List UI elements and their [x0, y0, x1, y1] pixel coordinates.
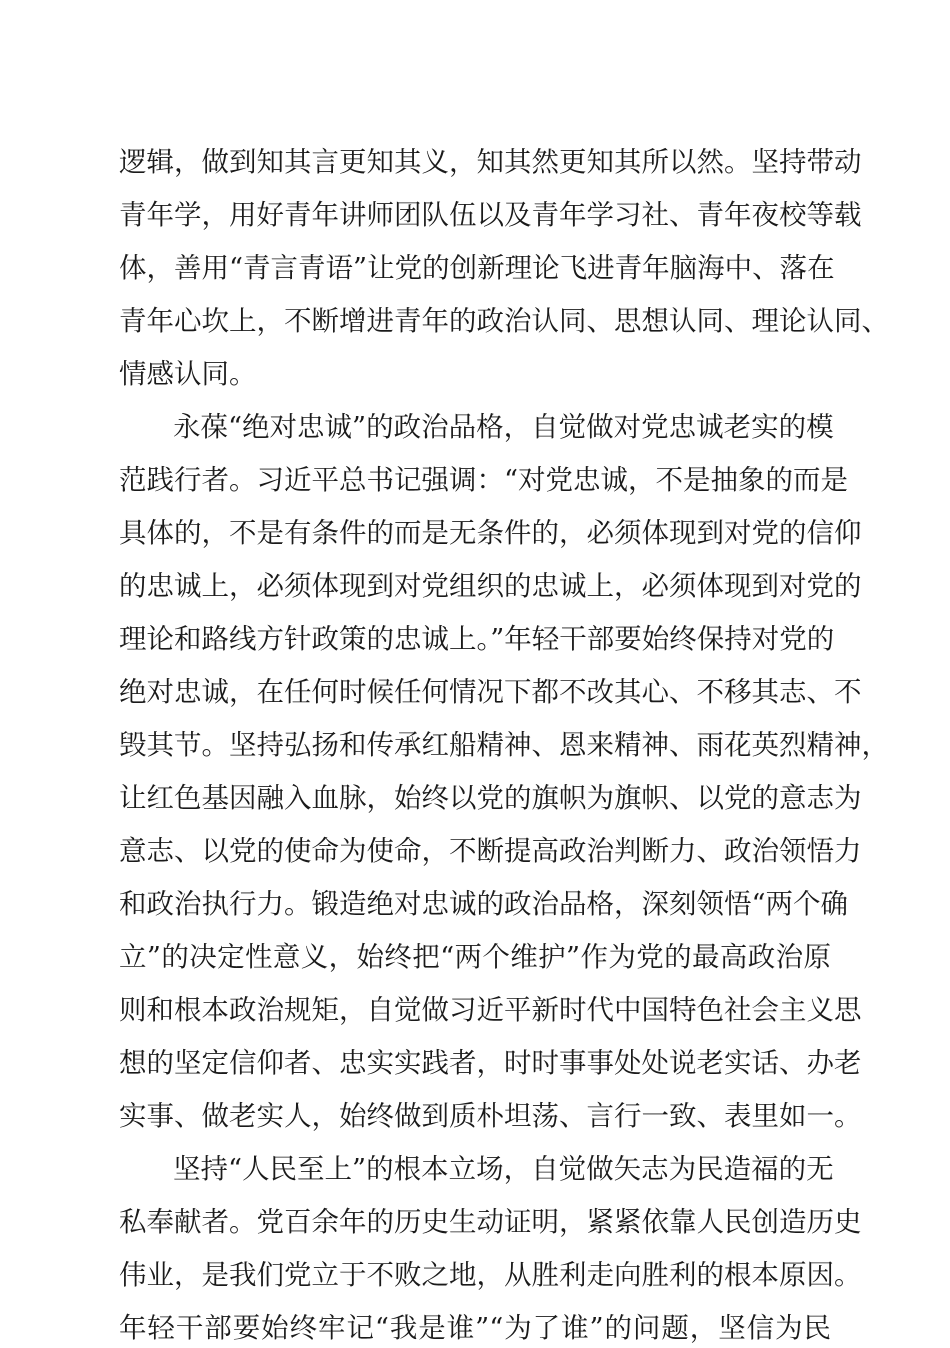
text-line: 体，善用“青言青语”让党的创新理论飞进青年脑海中、落在 — [119, 252, 835, 284]
text-line: 和政治执行力。锻造绝对忠诚的政治品格，深刻领悟“两个确 — [119, 888, 849, 920]
text-line: 伟业，是我们党立于不败之地，从胜利走向胜利的根本原因。 — [119, 1259, 862, 1291]
text-line: 立”的决定性意义，始终把“两个维护”作为党的最高政治原 — [119, 941, 831, 973]
text-line: 青年学，用好青年讲师团队伍以及青年学习社、青年夜校等载 — [119, 199, 862, 231]
text-line: 毁其节。坚持弘扬和传承红船精神、恩来精神、雨花英烈精神， — [119, 729, 889, 761]
text-line: 则和根本政治规矩，自觉做习近平新时代中国特色社会主义思 — [119, 994, 862, 1026]
text-line: 想的坚定信仰者、忠实实践者，时时事事处处说老实话、办老 — [119, 1047, 862, 1079]
text-line: 的忠诚上，必须体现到对党组织的忠诚上，必须体现到对党的 — [119, 570, 862, 602]
text-line: 意志、以党的使命为使命，不断提高政治判断力、政治领悟力 — [119, 835, 862, 867]
paragraph-first-line: 坚持“人民至上”的根本立场，自觉做矢志为民造福的无 — [173, 1153, 834, 1185]
text-line: 绝对忠诚，在任何时候任何情况下都不改其心、不移其志、不 — [119, 676, 862, 708]
text-line: 理论和路线方针政策的忠诚上。”年轻干部要始终保持对党的 — [119, 623, 835, 655]
text-line: 范践行者。习近平总书记强调：“对党忠诚，不是抽象的而是 — [119, 464, 849, 496]
text-line: 青年心坎上，不断增进青年的政治认同、思想认同、理论认同、 — [119, 305, 889, 337]
text-line: 年轻干部要始终牢记“我是谁”“为了谁”的问题，坚信为民 — [119, 1312, 831, 1344]
text-line: 让红色基因融入血脉，始终以党的旗帜为旗帜、以党的意志为 — [119, 782, 862, 814]
text-line: 情感认同。 — [119, 358, 257, 390]
text-line: 实事、做老实人，始终做到质朴坦荡、言行一致、表里如一。 — [119, 1100, 862, 1132]
paragraph-first-line: 永葆“绝对忠诚”的政治品格，自觉做对党忠诚老实的模 — [173, 411, 834, 443]
text-line: 具体的，不是有条件的而是无条件的，必须体现到对党的信仰 — [119, 517, 862, 549]
text-line: 逻辑，做到知其言更知其义，知其然更知其所以然。坚持带动 — [119, 146, 862, 178]
text-line: 私奉献者。党百余年的历史生动证明，紧紧依靠人民创造历史 — [119, 1206, 862, 1238]
